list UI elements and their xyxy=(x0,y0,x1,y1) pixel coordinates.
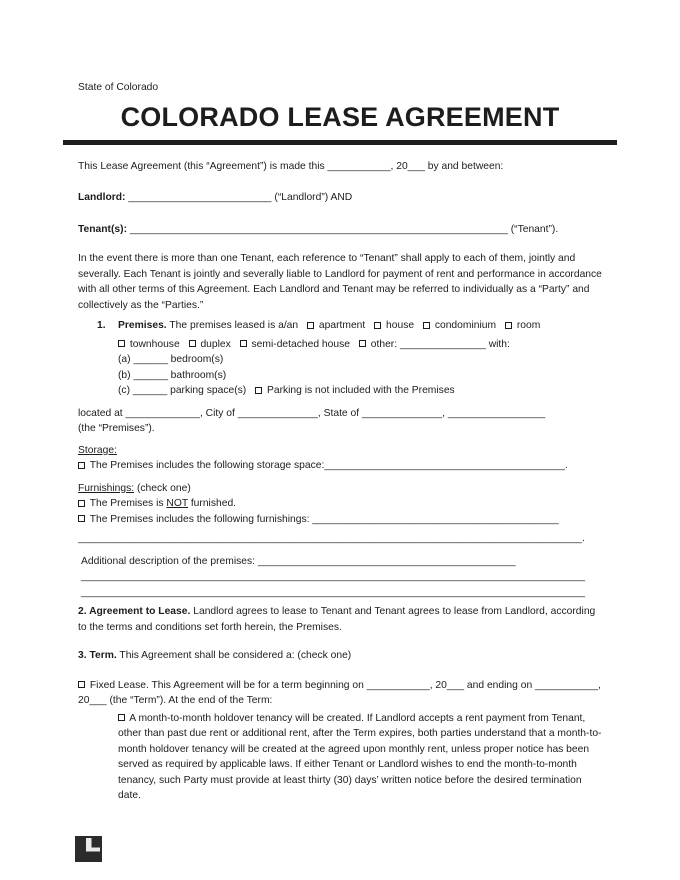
storage-section xyxy=(78,443,602,474)
intro-line: This Lease Agreement (this “Agreement”) is made this ___________, 20___ by and between: xyxy=(78,160,504,172)
title-rule xyxy=(63,140,617,145)
tenant-blank: __________________________________________________________________ (“Tenant”). xyxy=(129,223,559,235)
fixed-lease-clause xyxy=(78,678,602,709)
checkbox-holdover-tenancy[interactable] xyxy=(118,714,125,721)
checkbox-storage-space[interactable] xyxy=(78,462,85,469)
checkbox-not-furnished[interactable] xyxy=(78,500,85,507)
checkbox-condominium[interactable] xyxy=(423,322,430,329)
furnishings-not-line xyxy=(78,496,602,512)
document-title: COLORADO LEASE AGREEMENT xyxy=(120,101,560,132)
option-label-duplex: duplex xyxy=(200,338,231,350)
checkbox-furnishings-included[interactable] xyxy=(78,515,85,522)
landlord-line xyxy=(78,190,602,206)
furnishings-section xyxy=(78,481,602,547)
parties-paragraph: In the event there is more than one Tenant, each reference to “Tenant” shall apply to each of them, jointly and severally. Each Tenant is jointly and severally liable to Landlord for payment of rent and performance in accordance with all other terms of this Agreement. Each Landlord and Tenant may be referred to individually as a “Party” and collectively as the “Parties.” xyxy=(78,253,602,311)
furnishings-heading: Furnishings: xyxy=(78,482,135,494)
option-label-semi-detached-house: semi-detached house xyxy=(251,338,350,350)
furnishings-heading-note: (check one) xyxy=(134,482,191,494)
checkbox-apartment[interactable] xyxy=(307,322,314,329)
holdover-clause xyxy=(118,711,602,804)
state-label: State of Colorado xyxy=(78,82,159,93)
checkbox-townhouse[interactable] xyxy=(118,340,125,347)
premises-lead: The premises leased is a/an xyxy=(169,320,299,331)
section-2-agreement xyxy=(78,604,602,635)
option-label-condominium: condominium xyxy=(434,320,497,331)
section-2-heading: 2. Agreement to Lease. xyxy=(78,606,191,617)
not-word: NOT xyxy=(166,498,188,509)
section-3-body: This Agreement shall be considered a: (check one) xyxy=(119,650,352,661)
fixed-lease-text: Fixed Lease. This Agreement will be for a term beginning on ___________, 20___ and ending on ___________, 20___ (the “Term”). At the end of the Term: xyxy=(78,679,601,706)
premises-ref: (the “Premises”). xyxy=(78,423,155,434)
premises-type-line-2 xyxy=(118,337,602,353)
checkbox-fixed-lease[interactable] xyxy=(78,681,85,688)
checkbox-semi-detached-house[interactable] xyxy=(240,340,247,347)
premises-item-c xyxy=(118,383,602,399)
section-1-premises xyxy=(78,318,602,399)
holdover-text: A month-to-month holdover tenancy will be created. If Landlord accepts a rent payment from Tenant, other than past due rent or additional rent, after the Term expires, both parties understand that a month-to-month holdover tenancy will be created at the agreed upon monthly rent, unless proper notice has been served as required by applicable laws. If either Tenant or Landlord wishes to end the month-to-month tenancy, such Party must provide at least thirty (30) days’ written notice before the desired termination date. xyxy=(118,712,602,801)
checkbox-room[interactable] xyxy=(505,322,512,329)
additional-description xyxy=(78,554,602,601)
located-line: located at _____________, City of ______________, State of ______________, _________________ xyxy=(78,407,546,419)
option-label-townhouse: townhouse xyxy=(129,338,180,350)
document-content xyxy=(78,80,602,804)
premises-type-line-1 xyxy=(118,318,602,334)
storage-line xyxy=(78,458,602,474)
storage-text: The Premises includes the following storage space:__________________________________________. xyxy=(89,460,568,471)
landlord-blank: _________________________ (“Landlord”) AND xyxy=(128,192,353,203)
tenant-label: Tenant(s): xyxy=(78,223,128,235)
premises-number: 1. xyxy=(97,320,106,331)
additional-blank-line: ________________________________________________________________________________________ xyxy=(81,571,585,582)
premises-item-b: (b) ______ bathroom(s) xyxy=(118,369,227,381)
additional-description-line: Additional description of the premises: _____________________________________________ xyxy=(81,555,516,567)
parking-note: Parking is not included with the Premises xyxy=(266,385,455,396)
section-2-body: Landlord agrees to lease to Tenant and Tenant agrees to lease from Landlord, according to the terms and conditions set forth herein, the Premises. xyxy=(78,606,596,633)
checkbox-parking-not-included[interactable] xyxy=(255,387,262,394)
furnishings-continuation-blank: ________________________________________________________________________________________. xyxy=(78,533,585,544)
furnishings-included-text: The Premises includes the following furnishings: ___________________________________________ xyxy=(89,513,559,525)
option-label-apartment: apartment xyxy=(318,320,366,331)
premises-location xyxy=(78,406,602,437)
furnishings-heading-line xyxy=(78,481,602,497)
premises-heading: Premises. xyxy=(118,320,167,331)
checkbox-house[interactable] xyxy=(374,322,381,329)
checkbox-duplex[interactable] xyxy=(189,340,196,347)
legaltemplates-logo-icon xyxy=(75,836,102,862)
premises-item-a: (a) ______ bedroom(s) xyxy=(118,354,224,365)
option-label-house: house xyxy=(386,320,415,331)
storage-heading: Storage: xyxy=(78,444,117,456)
option-label-room: room xyxy=(516,320,541,331)
not-furnished-post: furnished. xyxy=(187,498,237,509)
option-label-other: other: _______________ with: xyxy=(370,338,510,350)
tenant-line xyxy=(78,222,602,238)
furnishings-included-line xyxy=(78,512,602,528)
section-3-term xyxy=(78,648,602,664)
not-furnished-pre: The Premises is xyxy=(89,498,164,509)
additional-blank-line: ________________________________________________________________________________________ xyxy=(81,586,585,598)
section-3-heading: 3. Term. xyxy=(78,650,117,661)
premises-item-c-text: (c) ______ parking space(s) xyxy=(118,385,247,396)
checkbox-other[interactable] xyxy=(359,340,366,347)
landlord-label: Landlord: xyxy=(78,192,126,203)
